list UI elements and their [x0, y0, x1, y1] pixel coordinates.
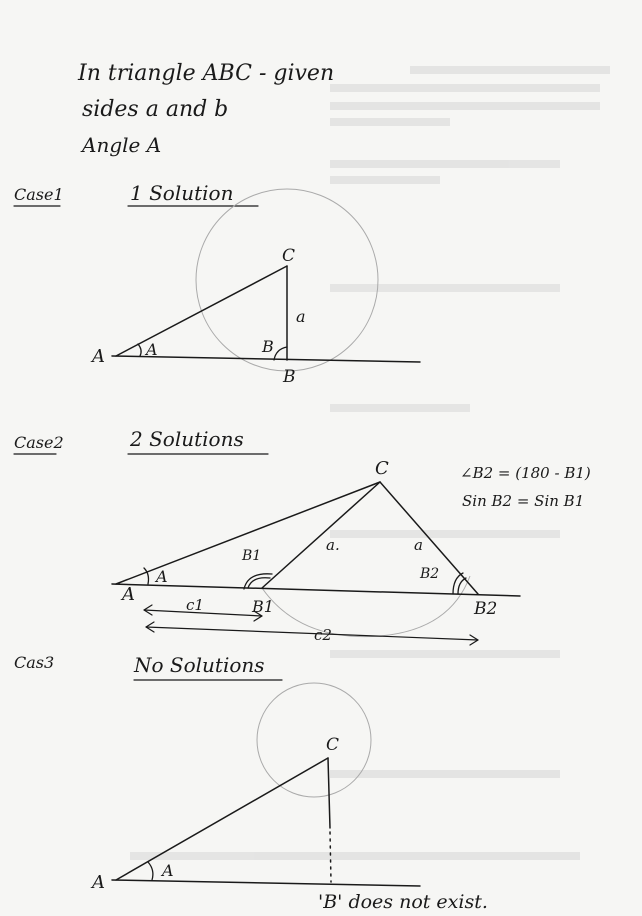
header-line3: Angle A — [82, 133, 162, 157]
case3-vertex-C: C — [326, 735, 340, 755]
case1-title: 1 Solution — [130, 181, 234, 205]
case3-label: Cas3 — [14, 653, 55, 672]
case1-label: Case1 — [14, 185, 64, 204]
case1-angle-A-arc — [138, 344, 141, 356]
case2-angle-B2: B2 — [420, 566, 440, 582]
case1-angle-B: B — [262, 337, 274, 356]
case3-angle-A: A — [162, 861, 174, 880]
case3-vertex-A: A — [92, 872, 105, 893]
case2-vertex-C: C — [375, 458, 389, 479]
case3-baseline — [112, 880, 420, 886]
case2-angle-B2-arc — [458, 578, 466, 594]
case3-arc-circle — [257, 683, 371, 797]
case2-title: 2 Solutions — [130, 427, 244, 451]
case3-side-a — [328, 758, 330, 828]
case1-side-a-label: a — [296, 307, 306, 326]
case1-vertex-B: B — [283, 367, 296, 387]
case1-vertex-C: C — [282, 246, 296, 266]
case1-angle-A: A — [146, 340, 158, 359]
case2-vertex-B2: B2 — [474, 599, 498, 619]
case1-angle-B-arc — [274, 347, 287, 360]
case3-note: 'B' does not exist. — [318, 891, 488, 913]
case2-side-a-right-label: a — [414, 536, 423, 554]
case2-label: Case2 — [14, 433, 64, 452]
case2-angle-A: A — [156, 567, 168, 586]
case2-c2-label: c2 — [314, 626, 332, 644]
case2-angle-B1: B1 — [242, 548, 262, 564]
case1-baseline — [112, 356, 420, 362]
case2-arc — [262, 576, 470, 637]
case2-c2-arrow — [146, 627, 478, 640]
case3-title: No Solutions — [134, 653, 265, 677]
case2-vertex-B1: B1 — [252, 597, 274, 616]
case2-side-a-left-label: a. — [326, 536, 340, 554]
case2-angle-A-arc — [144, 568, 149, 584]
case1-vertex-A: A — [92, 346, 105, 367]
case2-eq2: Sin B2 = Sin B1 — [462, 492, 585, 510]
header-line2: sides a and b — [82, 97, 229, 122]
case2-eq1: ∠B2 = (180 - B1) — [460, 464, 591, 482]
case2-c1-label: c1 — [186, 596, 204, 614]
case2-vertex-A: A — [122, 584, 135, 605]
header-line1: In triangle ABC - given — [78, 61, 335, 86]
case3-angle-A-arc — [148, 862, 153, 880]
